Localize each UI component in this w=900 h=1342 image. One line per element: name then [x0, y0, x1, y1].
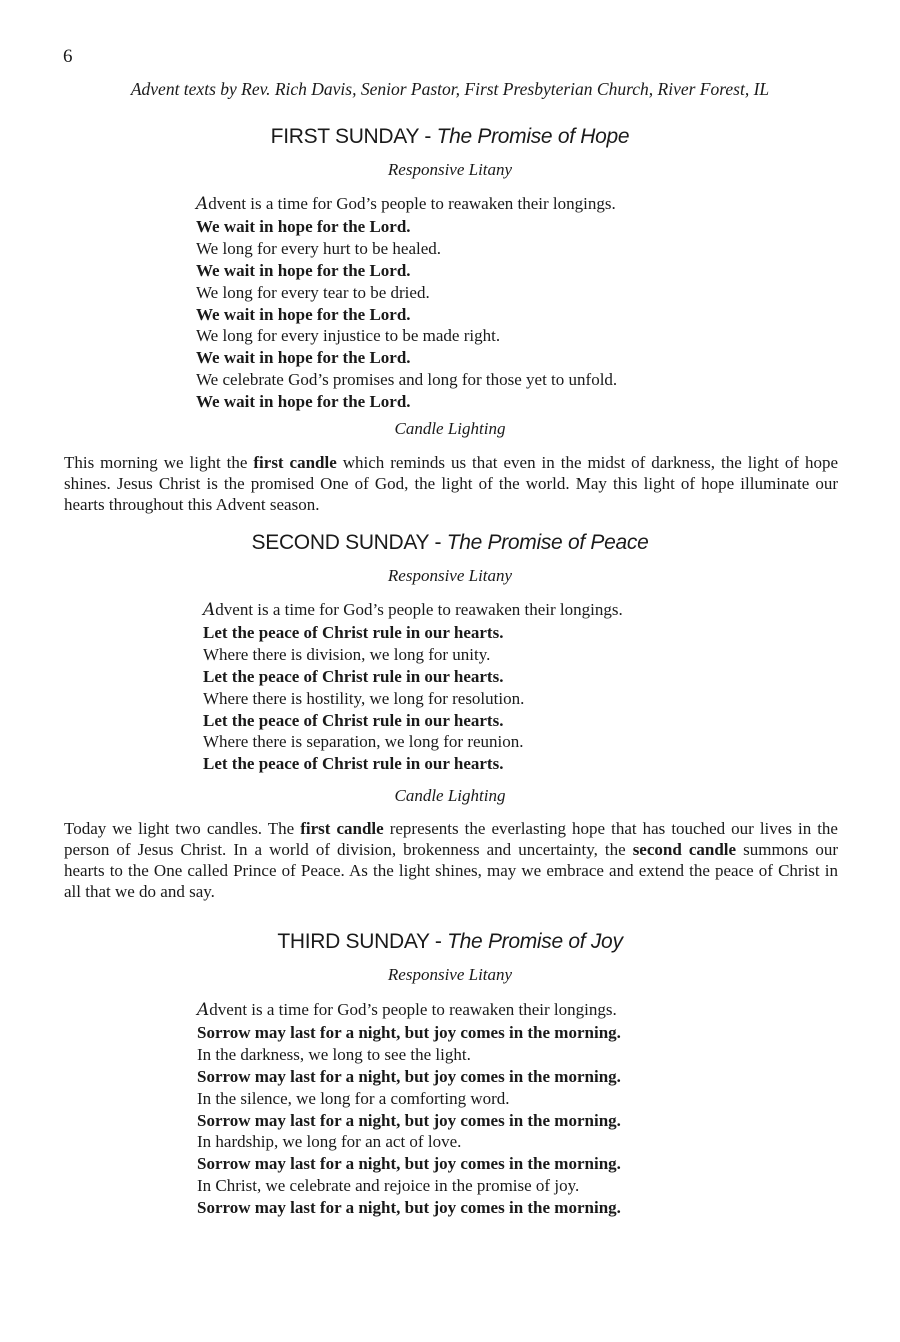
litany-response: Sorrow may last for a night, but joy comes in the morning.: [197, 1066, 621, 1086]
litany-line: In the silence, we long for a comforting word.: [197, 1088, 510, 1108]
litany-line: We long for every tear to be dried.: [196, 282, 430, 302]
litany-response: We wait in hope for the Lord.: [196, 348, 411, 368]
litany-response: Sorrow may last for a night, but joy comes in the morning.: [197, 1110, 621, 1130]
litany-label: Responsive Litany: [387, 965, 513, 984]
section-second-sunday: [0, 527, 900, 589]
section-heading: [0, 121, 900, 153]
emphasis: first candle: [253, 453, 337, 472]
section-heading: [0, 926, 900, 958]
candle-lighting-label: Candle Lighting: [394, 786, 506, 805]
litany-line: We celebrate God’s promises and long for those yet to unfold.: [196, 370, 618, 390]
litany-line: We long for every injustice to be made right.: [196, 326, 501, 346]
litany-response: We wait in hope for the Lord.: [196, 216, 411, 236]
litany-response: Sorrow may last for a night, but joy comes in the morning.: [197, 1154, 621, 1174]
candle-label-first: [0, 416, 900, 442]
emphasis: first candle: [300, 819, 384, 838]
litany-response: We wait in hope for the Lord.: [196, 304, 411, 324]
litany-response: Sorrow may last for a night, but joy comes in the morning.: [197, 1198, 621, 1218]
candle-lighting-label: Candle Lighting: [394, 419, 506, 438]
litany-response: Let the peace of Christ rule in our hearts.: [203, 710, 504, 730]
drop-letter: A: [196, 194, 209, 214]
heading-title: THIRD SUNDAY: [277, 930, 430, 953]
litany-line: Advent is a time for God’s people to reawaken their longings.: [196, 194, 616, 214]
litany-line: Where there is division, we long for unity.: [203, 644, 491, 664]
heading-separator: -: [424, 125, 432, 148]
litany-label: Responsive Litany: [387, 160, 513, 179]
candle-paragraph-second: Today we light two candles. The first candle represents the everlasting hope that has touched our lives in the person of Jesus Christ. In a world of division, brokenness and uncertainty, the second candle summons our hearts to the One called Prince of Peace. As the light shines, may we embrace and extend the peace of Christ in all that we do and say.: [64, 819, 838, 901]
litany-second-sunday: [203, 599, 623, 775]
section-third-sunday: [0, 926, 900, 988]
candle-paragraph-first: This morning we light the first candle which reminds us that even in the midst of darkness, the light of hope shines. Jesus Christ is the promised One of God, the light of the world. May this light of hope illuminate our hearts throughout this Advent season.: [64, 453, 839, 514]
candle-label-second: [0, 783, 900, 809]
litany-line: In the darkness, we long to see the light.: [197, 1044, 471, 1064]
heading-title: FIRST SUNDAY: [270, 125, 419, 148]
litany-response: Let the peace of Christ rule in our hearts.: [203, 622, 504, 642]
litany-line: In Christ, we celebrate and rejoice in the promise of joy.: [197, 1176, 580, 1196]
litany-response: We wait in hope for the Lord.: [196, 392, 411, 412]
litany-line: Where there is hostility, we long for resolution.: [203, 688, 525, 708]
litany-line: In hardship, we long for an act of love.: [197, 1132, 462, 1152]
heading-title: SECOND SUNDAY: [251, 531, 429, 554]
litany-line: We long for every hurt to be healed.: [196, 238, 442, 258]
credit-line: Advent texts by Rev. Rich Davis, Senior Pastor, First Presbyterian Church, River Forest, IL: [130, 79, 770, 99]
litany-line: Advent is a time for God’s people to reawaken their longings.: [203, 600, 623, 620]
litany-line: Advent is a time for God’s people to reawaken their longings.: [197, 1000, 617, 1020]
page-number: 6: [63, 46, 73, 67]
drop-letter: A: [203, 600, 216, 620]
litany-third-sunday: [197, 999, 621, 1219]
heading-subtitle: The Promise of Joy: [447, 930, 623, 953]
litany-response: Let the peace of Christ rule in our hearts.: [203, 666, 504, 686]
litany-first-sunday: [196, 193, 617, 413]
drop-letter: A: [197, 1000, 210, 1020]
litany-response: Let the peace of Christ rule in our hearts.: [203, 754, 504, 774]
heading-separator: -: [434, 930, 442, 953]
emphasis: second candle: [632, 840, 737, 859]
litany-line: Where there is separation, we long for reunion.: [203, 732, 524, 752]
litany-response: Sorrow may last for a night, but joy comes in the morning.: [197, 1022, 621, 1042]
section-heading: [0, 527, 900, 559]
litany-response: We wait in hope for the Lord.: [196, 260, 411, 280]
litany-label: Responsive Litany: [387, 566, 513, 585]
heading-subtitle: The Promise of Peace: [446, 531, 649, 554]
heading-subtitle: The Promise of Hope: [436, 125, 630, 148]
section-first-sunday: [0, 121, 900, 183]
heading-separator: -: [434, 531, 442, 554]
